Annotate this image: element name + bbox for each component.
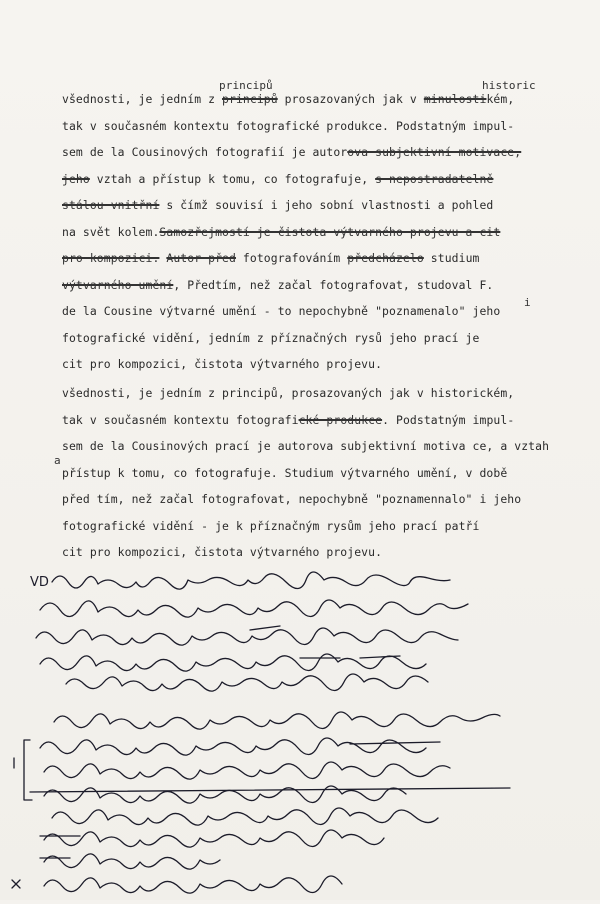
text-line: fotografické vidění - je k příznačným rysům jeho prací patří [62, 518, 480, 533]
text-line: tak v současném kontextu fotografické produkce. Podstatným impul- [62, 118, 515, 133]
text-line: cit pro kompozici, čistota výtvarného projevu. [62, 357, 383, 371]
typed-paragraph-draft-1 [62, 79, 582, 378]
text-line: před tím, než začal fotografovat, nepochybně "poznamennalo" i jeho [62, 492, 522, 506]
handwritten-marker: VD [30, 575, 49, 590]
text-line: pro kompozici. Autor před fotografováním předcházelo studium [62, 251, 480, 265]
handwritten-notes [0, 560, 600, 900]
text-line: výtvarného umění, Předtím, než začal fotografovat, studoval F. [62, 277, 494, 292]
text-line: fotografické vidění, jedním z příznačných rysů jeho prací je [62, 330, 480, 345]
text-line: tak v současném kontextu fotografické produkce. Podstatným impul- [62, 412, 515, 427]
text-line: na svět kolem.Samozřejmostí je čistota výtvarného projevu a cit [62, 224, 501, 239]
text-line: de la Cousine výtvarné umění - to nepochybně "poznamenalo" jeho i [62, 296, 531, 318]
text-line: přístup k tomu, co fotografuje. Studium výtvarného umění, v době a [54, 453, 508, 480]
text-line: sem de la Cousinových prací je autorova subjektivní motiva ce, a vztah [62, 439, 550, 453]
text-line: cit pro kompozici, čistota výtvarného projevu. [62, 545, 383, 559]
text-line: všednosti, je jedním z principů principů prosazovaných jak v minulosti historic kém, [62, 79, 536, 106]
text-line: všednosti, je jedním z principů, prosazovaných jak v historickém, [62, 386, 515, 400]
typed-paragraph-draft-2 [54, 380, 582, 566]
text-line: jeho vztah a přístup k tomu, co fotografuje, s nepostradatelně [62, 171, 494, 186]
text-line: stálou vnitřní s čímž souvisí i jeho sobní vlastnosti a pohled [62, 198, 494, 212]
handwriting-scribbles [0, 560, 600, 900]
text-line: sem de la Cousinových fotografií je autorova subjektivní motivace, [62, 145, 522, 159]
